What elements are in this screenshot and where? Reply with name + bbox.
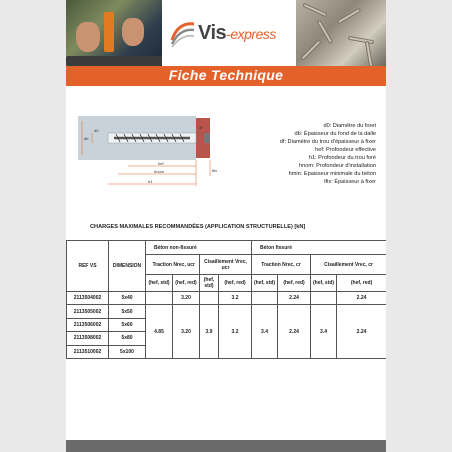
dimension-header: DIMENSION: [109, 241, 146, 292]
vis-express-logo: [170, 18, 290, 50]
value-cell: [146, 292, 173, 305]
anchor-diagram: [78, 116, 218, 192]
logo-swoosh-icon: [170, 18, 196, 48]
merged-value-cell: 3.2: [219, 305, 252, 359]
legend-item: hnom: Profondeur d'installation: [299, 163, 376, 169]
title-banner: [66, 66, 386, 86]
merged-value-cell: 3.4: [252, 305, 278, 359]
legend-item: df: Diamètre du trou d'épaisseur à fixer: [279, 139, 376, 145]
merged-value-cell: 2.24: [337, 305, 386, 359]
cisaillement-cr-header: Cisaillement Vrec, cr: [311, 255, 386, 275]
label-tfix: tfix: [212, 168, 218, 173]
dimension-cell: 5x40: [109, 292, 146, 305]
diagram-legend: [206, 122, 376, 186]
merged-value-cell: 2.24: [278, 305, 311, 359]
ref-cell: 2113504002: [67, 292, 109, 305]
ref-cell: 2113510002: [67, 345, 109, 358]
col-hef-red: (hef, red): [173, 275, 200, 292]
label-db: db: [84, 136, 89, 141]
dimension-cell: 5x60: [109, 318, 146, 331]
value-cell: 2.24: [337, 292, 386, 305]
legend-item: h1: Profondeur du trou foré: [308, 155, 376, 161]
merged-value-cell: 4.85: [146, 305, 173, 359]
ref-header: REF VS: [67, 241, 109, 292]
label-df: df: [199, 125, 203, 130]
dimension-cell: 5x80: [109, 332, 146, 345]
col-hef-std: (hef, std): [311, 275, 337, 292]
col-hef-red: (hef, red): [278, 275, 311, 292]
label-hef: hef: [158, 161, 164, 166]
merged-value-cell: 3.9: [200, 305, 219, 359]
group-fissure: Béton fissuré: [252, 241, 386, 255]
group-non-fissure: Béton non-fissuré: [146, 241, 252, 255]
col-hef-red: (hef, red): [337, 275, 386, 292]
ref-cell: 2113506002: [67, 318, 109, 331]
value-cell: [200, 292, 219, 305]
legend-item: db: Épaisseur du fond de la dalle: [294, 131, 376, 137]
col-hef-std: (hef, std): [200, 275, 219, 292]
header-photo-screws: [296, 0, 386, 66]
merged-value-cell: 3.4: [311, 305, 337, 359]
col-hef-std: (hef, std): [146, 275, 173, 292]
value-cell: 3.20: [173, 292, 200, 305]
dimension-cell: 5x50: [109, 305, 146, 318]
footer-bar: [66, 440, 386, 452]
legend-item: hef: Profondeur effective: [315, 147, 376, 153]
col-hef-std: (hef, std): [252, 275, 278, 292]
traction-cr-header: Traction Nrec, cr: [252, 255, 311, 275]
ref-cell: 2113505002: [67, 305, 109, 318]
page-title: Fiche Technique: [168, 67, 284, 83]
table-title: CHARGES MAXIMALES RECOMMANDÉES (APPLICATION STRUCTURELLE) [kN]: [90, 224, 306, 230]
cisaillement-ucr-header: Cisaillement Vrec, ucr: [200, 255, 252, 275]
brand-name: Vis-express: [198, 22, 276, 44]
merged-value-cell: 3.20: [173, 305, 200, 359]
load-table: [66, 240, 386, 359]
table-row: [67, 305, 387, 318]
legend-item: hmin: Epaisseur minimale du béton: [288, 171, 376, 177]
label-h1: h1: [148, 179, 153, 184]
header-photo-hands: [66, 0, 162, 66]
label-d0: d0: [94, 128, 99, 133]
label-hnom: hnom: [154, 169, 165, 174]
value-cell: 2.24: [278, 292, 311, 305]
legend-item: d0: Diamètre du foret: [323, 123, 376, 129]
technical-sheet: [66, 0, 386, 452]
ref-cell: 2113508002: [67, 332, 109, 345]
dimension-cell: 5x100: [109, 345, 146, 358]
value-cell: [252, 292, 278, 305]
col-hef-red: (hef, red): [219, 275, 252, 292]
legend-item: tfix: Épaisseur à fixer: [324, 179, 376, 185]
value-cell: [311, 292, 337, 305]
value-cell: 3.2: [219, 292, 252, 305]
traction-ucr-header: Traction Nrec, ucr: [146, 255, 200, 275]
table-row: [67, 292, 387, 305]
